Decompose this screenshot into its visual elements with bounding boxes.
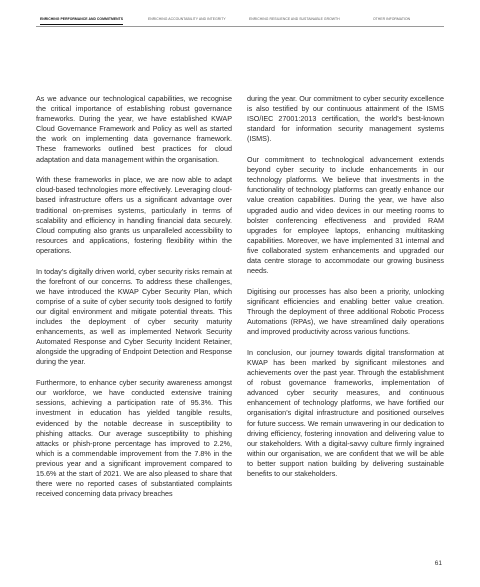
paragraph: As we advance our technological capabilities, we recognise the critical importance of establishing robust governance frameworks. During the year, we have established KWAP Cloud Governance Framework and Policy as well as started the work on implementing data governance framework. These frameworks outlined best practices for cloud adaptation and data management within the organisation. (36, 94, 232, 164)
paragraph: Furthermore, to enhance cyber security awareness amongst our workforce, we have conducted extensive training sessions, achieving a participation rate of 95.3%. This investment in education has yielded tangible results, evidenced by the notable decrease in susceptibility to phishing attacks. Our average susceptibility to phishing attacks or phish-prone percentage has improved to 2.2%, which is a commendable improvement from the 7.8% in the previous year and a significant improvement compared to 15.6% at the start of 2021. We are also pleased to share that there were no reported cases of substantiated complaints received concerning data privacy breaches (36, 378, 232, 499)
paragraph: With these frameworks in place, we are now able to adapt cloud-based technologies more effectively. Leveraging cloud-based infrastructure offers us a significant advantage over traditional on-premises systems, particularly in terms of scalability and efficiency in handling financial data securely. Cloud computing also grants us unparalleled accessibility to resources and applications, fostering flexibility within the operations. (36, 175, 232, 255)
paragraph: Digitising our processes has also been a priority, unlocking significant efficiencies and enabling better value creation. Through the deployment of three additional Robotic Process Automations (RPAs), we have streamlined daily operations and improved productivity across various functions. (247, 286, 444, 337)
left-column (36, 94, 232, 510)
nav-item-performance[interactable]: ENRICHING PERFORMANCE AND COMMITMENTS (40, 17, 124, 21)
section-nav (36, 15, 444, 27)
nav-item-other-information[interactable]: OTHER INFORMATION (373, 17, 411, 21)
page-number: 61 (434, 560, 442, 567)
paragraph: In today’s digitally driven world, cyber security risks remain at the forefront of our concerns. To address these challenges, we have introduced the KWAP Cyber Security Plan, which comprise of a suite of cyber security tools designed to fortify our digital environment and mitigate potential threats. This includes the deployment of cyber security maturity enhancements, as well as implemented Network Security Automated Response and Cyber Security Incident Retainer, alongside the upgrading of Endpoint Detection and Response during the year. (36, 266, 232, 367)
paragraph: during the year. Our commitment to cyber security excellence is also testified by our continuous attainment of the ISMS ISO/IEC 27001:2013 certification, the world’s best-known standard for information security management systems (ISMS). (247, 94, 444, 144)
right-column (247, 94, 444, 490)
nav-item-resilience[interactable]: ENRICHING RESILIENCE AND SUSTAINABLE GROWTH (249, 17, 340, 21)
paragraph: In conclusion, our journey towards digital transformation at KWAP has been marked by significant milestones and achievements over the past year. Through the establishment of robust governance frameworks, implementation of advanced cyber security measures, and continuous enhancement of technology platforms, we have fortified our organisation’s digital infrastructure and positioned ourselves for future success. We remain unwavering in our dedication to driving efficiency, fostering innovation and delivering value to our stakeholders. With a digital-savvy culture firmly ingrained within our organisation, we are confident that we will be able to better support nation building by delivering sustainable benefits to our stakeholders. (247, 347, 444, 478)
nav-item-accountability[interactable]: ENRICHING ACCOUNTABILITY AND INTEGRITY (148, 17, 226, 21)
nav-divider (36, 26, 444, 27)
paragraph: Our commitment to technological advancement extends beyond cyber security to include enhancements in our technology platforms. We believe that investments in the functionality of technology platforms can greatly enhance our value creation capabilities. During the year, we have also upgraded audio and video devices in our meeting rooms to bolster conferencing effectiveness and provided RAM upgrades for employee laptops, enhancing multitasking capabilities. Moreover, we have implemented 31 internal and five collaborated system enhancements and upgraded our data centre storage to accommodate our growing business needs. (247, 155, 444, 276)
